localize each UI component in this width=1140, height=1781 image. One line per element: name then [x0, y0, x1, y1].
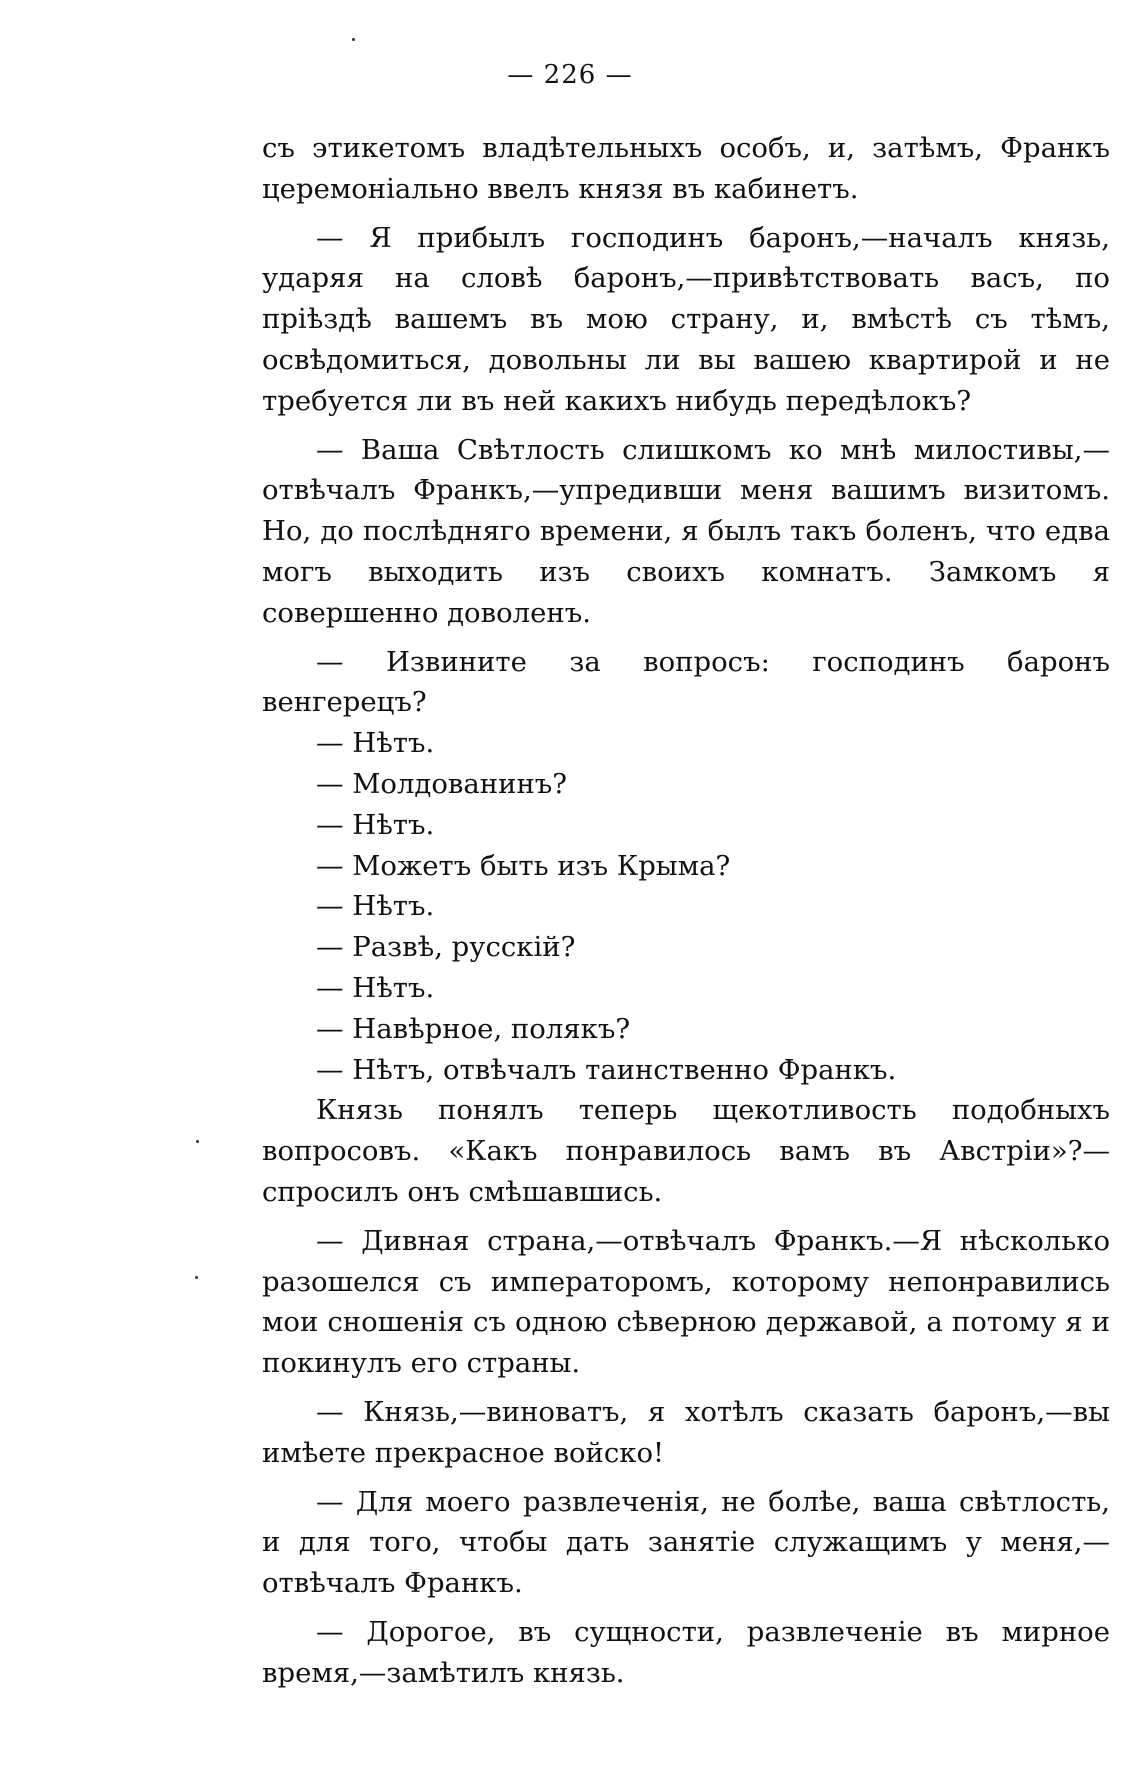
scan-speck — [195, 1276, 198, 1279]
body-text — [262, 128, 1110, 1693]
paragraph: — Для моего развлеченія, не болѣе, ваша свѣтлость, и для того, чтобы дать занятіе служащимъ у меня,—отвѣчалъ Франкъ. — [262, 1485, 1110, 1600]
paragraph: — Дивная страна,—отвѣчалъ Франкъ.—Я нѣсколько разошелся съ императоромъ, которому непонравились мои сношенія съ одною сѣверною державой, а потому я и покинулъ его страны. — [262, 1224, 1110, 1380]
paragraph: — Ваша Свѣтлость слишкомъ ко мнѣ милостивы,— отвѣчалъ Франкъ,—упредивши меня вашимъ визитомъ. Но, до послѣдняго времени, я былъ такъ боленъ, что едва могъ выходить изъ своихъ комнатъ. Замкомъ я совершенно доволенъ. — [262, 433, 1110, 629]
paragraph: — Навѣрное, полякъ? — [316, 1012, 631, 1045]
paragraph: — Нѣтъ. — [316, 808, 435, 841]
paragraph: — Извините за вопросъ: господинъ баронъ венгерецъ? — [262, 645, 1110, 719]
paragraph: — Я прибылъ господинъ баронъ,—началъ князь, ударяя на словѣ баронъ,—привѣтствовать васъ, по пріѣздѣ вашемъ въ мою страну, и, вмѣстѣ съ тѣмъ, освѣдомиться, довольны ли вы вашею квартирой и не требуется ли въ ней какихъ нибудь передѣлокъ? — [262, 221, 1110, 417]
paragraph: — Нѣтъ. — [316, 890, 435, 923]
paragraph: — Можетъ быть изъ Крыма? — [316, 849, 731, 882]
paragraph: Князь понялъ теперь щекотливость подобныхъ вопросовъ. «Какъ понравилось вамъ въ Австріи»?—спросилъ онъ смѣшавшись. — [262, 1094, 1110, 1208]
paragraph: — Нѣтъ. — [316, 971, 435, 1004]
scan-speck — [352, 38, 355, 41]
paragraph: съ этикетомъ владѣтельныхъ особъ, и, затѣмъ, Франкъ церемоніально ввелъ князя въ кабинетъ. — [262, 132, 1110, 205]
paragraph: — Развѣ, русскій? — [316, 931, 576, 964]
paragraph: — Нѣтъ. — [316, 727, 435, 760]
paragraph: — Нѣтъ, отвѣчалъ таинственно Франкъ. — [316, 1053, 897, 1086]
scan-speck — [196, 1140, 199, 1143]
paragraph: — Князь,—виноватъ, я хотѣлъ сказать баронъ,—вы имѣете прекрасное войско! — [262, 1395, 1110, 1469]
page-number: — 226 — — [507, 60, 633, 90]
paragraph: — Дорогое, въ сущности, развлеченіе въ мирное время,—замѣтилъ князь. — [262, 1615, 1110, 1689]
paragraph: — Молдованинъ? — [316, 767, 568, 800]
